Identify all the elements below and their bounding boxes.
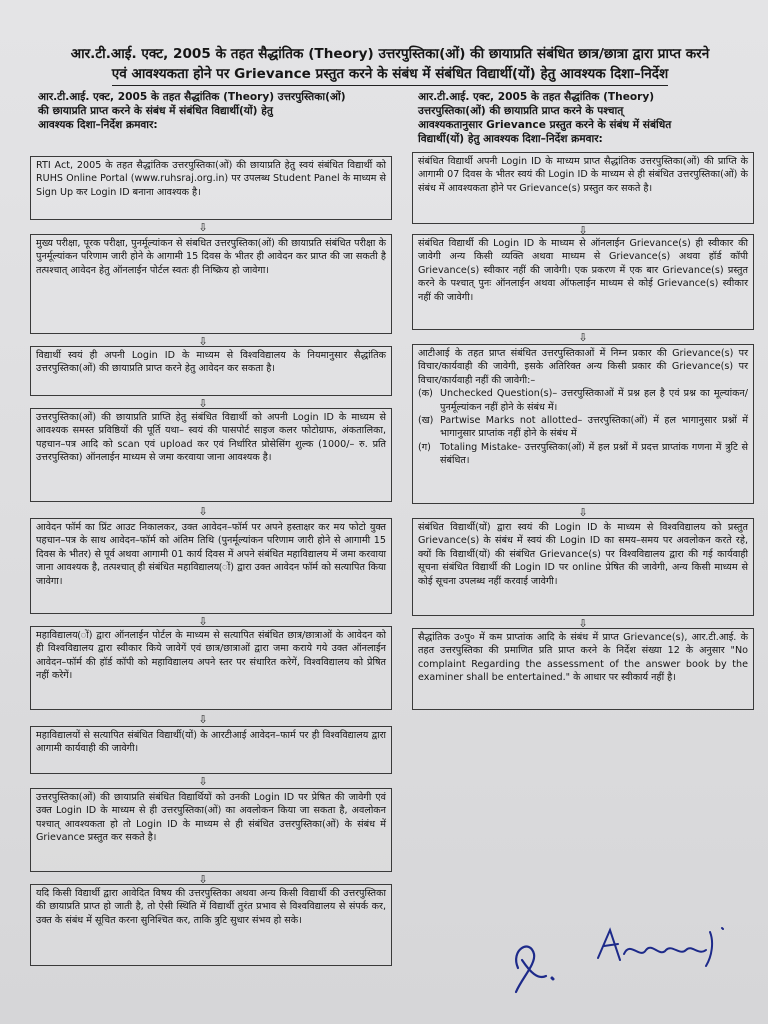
left-step-9: यदि किसी विद्यार्थी द्वारा आवेदित विषय की उत्तरपुस्तिका अथवा अन्य किसी विद्यार्थी की उत्तरपुस्तिका की छायाप्रति प्राप्त हो जाती है, तो ऐसी स्थिति में विद्यार्थी तुरंत प्रभाव से विश्वविद्यालय से संपर्क कर, उक्त के संबंध में सूचित करना सुनिश्चित कर, ताकि त्रुटि सुधार संभव हो सके। [30,884,392,966]
grievance-types-lead: आटीआई के तहत प्राप्त संबंधित उत्तरपुस्तिकाओं में निम्न प्रकार की Grievance(s) पर विचार/कार्यवाही की जावेगी, इसके अतिरिक्त अन्य किसी प्रकार की Grievance(s) पर विचार/कार्यवाही नहीं की जावेगी:– [418,348,748,386]
arrow-down-icon: ⇩ [578,331,588,344]
grievance-item-key: (ख) [418,415,434,427]
arrow-down-icon: ⇩ [578,224,588,237]
grievance-item [418,441,748,468]
right-step-3 [412,344,754,504]
document-title [30,44,750,86]
arrow-down-icon: ⇩ [578,506,588,519]
left-step-3: विद्यार्थी स्वयं ही अपनी Login ID के माध्यम से विश्वविद्यालय के नियमानुसार सैद्धांतिक उत्तरपुस्तिका(ओं) की छायाप्रति प्राप्त करने हेतु आवेदन कर सकता है। [30,346,392,396]
grievance-item [418,387,748,414]
left-step-6: महाविद्यालय(ों) द्वारा ऑनलाईन पोर्टल के माध्यम से सत्यापित संबंधित छात्र/छात्राओं के आवेदन को ही विश्वविद्यालय द्वारा स्वीकार किये जावेगें एवं छात्र/छात्राओं द्वारा जमा कराये गये उक्त ऑनलाईन आवेदन–फॉर्म की हॉर्ड कॉपी को महाविद्यालय अपने स्तर पर संधारित करेगें, विश्वविद्यालय को प्रेषित नहीं करेगें। [30,626,392,710]
arrow-down-icon: ⇩ [198,221,208,234]
arrow-down-icon: ⇩ [198,713,208,726]
arrow-down-icon: ⇩ [198,615,208,628]
grievance-item-text: Unchecked Question(s)– उत्तरपुस्तिकाओं में प्रश्न हल है एवं प्रश्न का मूल्यांकन/पुनर्मूल्यांकन नहीं होने के संबंध में। [440,388,748,413]
grievance-item-key: (क) [418,388,433,400]
left-step-1: RTI Act, 2005 के तहत सैद्धांतिक उत्तरपुस्तिका(ओं) की छायाप्रति हेतु स्वयं संबंधित विद्यार्थी को RUHS Online Portal (www.ruhsraj.org.in) पर उपलब्ध Student Panel के माध्यम से Sign Up कर Login ID बनाना आवश्यक है। [30,156,392,220]
right-step-5: सैद्धांतिक उ०पु० में कम प्राप्तांक आदि के संबंध में प्राप्त Grievance(s), आर.टी.आई. के तहत उत्तरपुस्तिका की प्रमाणित प्रति प्राप्त करने के निर्देश संख्या 12 के अनुसार "No complaint Regarding the assessment of the answer book by the examiner shall be entertained." के आधार पर स्वीकार्य नहीं है। [412,628,754,710]
grievance-item [418,414,748,441]
arrow-down-icon: ⇩ [198,397,208,410]
right-step-2: संबंधित विद्यार्थी की Login ID के माध्यम से ऑनलाईन Grievance(s) ही स्वीकार की जावेगी अन्य किसी व्यक्ति अथवा माध्यम से Grievance(s) अथवा हॉर्ड कॉपी Grievance(s) स्वीकार नहीं की जावेगी। एक प्रकरण में एक बार Grievance(s) प्रस्तुत करने के पश्चात् पुनः ऑनलाईन अथवा ऑफलाईन माध्यम से कोई Grievance(s) स्वीकार नहीं की जावेगी। [412,234,754,330]
left-intro: आर.टी.आई. एक्ट, 2005 के तहत सैद्धांतिक (Theory) उत्तरपुस्तिका(ओं) की छायाप्रति प्राप्त करने के संबंध में संबंधित विद्यार्थी(यों) हेतु आवश्यक दिशा–निर्देश क्रमवार: [38,91,346,131]
grievance-item-text: Partwise Marks not allotted– उत्तरपुस्तिका(ओं) में हल भागानुसार प्रश्नों में भागानुसार प्राप्तांक नहीं होने के संबंध में [440,415,748,440]
grievance-item-key: (ग) [418,441,431,453]
arrow-down-icon: ⇩ [578,617,588,630]
arrow-down-icon: ⇩ [198,873,208,886]
grievance-item-text: Totaling Mistake- उत्तरपुस्तिका(ओं) में हल प्रश्नों में प्रदत्त प्राप्तांक गणना में त्रुटि से संबंधित। [440,441,748,467]
arrow-down-icon: ⇩ [198,775,208,788]
signature-image [500,920,750,1010]
left-step-5: आवेदन फॉर्म का प्रिंट आउट निकालकर, उक्त आवेदन–फॉर्म पर अपने हस्ताक्षर कर मय फोटो युक्त पहचान–पत्र के साथ आवेदन–फॉर्म को अंतिम तिथि (पुनर्मूल्यांकन परिणाम जारी होने से आगामी 15 दिवस के भीतर) से पूर्व अथवा आगामी 01 कार्य दिवस में अपने संबंधित महाविद्यालय में जमा करवाया जाना आवश्यक है, तत्पश्चात् ही संबंधित महाविद्यालय(ों) द्वारा उक्त आवेदन फॉर्म को सत्यापित किया जावेगा। [30,518,392,614]
left-step-4: उत्तरपुस्तिका(ओं) की छायाप्रति प्राप्ति हेतु संबंधित विद्यार्थी को अपनी Login ID के माध्यम से आवश्यक समस्त प्रविष्ठियों की पूर्ति यथा– स्वयं की पासपोर्ट साइज कलर फोटोग्राफ, अंकतालिका, पहचान–पत्र आदि को scan एवं upload कर एवं निर्धारित प्रोसेसिंग शुल्क (1000/– रु. प्रति उत्तरपुस्तिका) ऑनलाईन माध्यम से जमा करवाया जाना आवश्यक है। [30,408,392,502]
left-step-2: मुख्य परीक्षा, पूरक परीक्षा, पुनर्मूल्यांकन से संबधित उत्तरपुस्तिका(ओं) की छायाप्रति संबंधित परीक्षा के पुनर्मूल्यांकन परिणाम जारी होने के आगामी 15 दिवस के भीतर ही आवेदन कर प्राप्त की जा सकती है तत्पश्चात् आवेदन हेतु ऑनलाईन पोर्टल स्वतः ही निष्क्रिय हो जावेगा। [30,234,392,334]
right-step-4: संबंधित विद्यार्थी(यों) द्वारा स्वयं की Login ID के माध्यम से विश्वविद्यालय को प्रस्तुत Grievance(s) के संबंध में स्वयं की Login ID का समय–समय पर अवलोकन करते रहे, क्यों कि विद्यार्थी(यों) की संबंधित Grievance(s) पर विश्वविद्यालय द्वारा की गई कार्यवाही सूचना संबंधित विद्यार्थी की Login ID पर online प्रेषित की जावेगी, अन्य किसी माध्यम से कोई सूचना उपलब्ध नहीं करवाई जावेगी। [412,518,754,616]
right-step-1: संबंधित विद्यार्थी अपनी Login ID के माध्यम प्राप्त सैद्धांतिक उत्तरपुस्तिका(ओं) की प्राप्ति के आगामी 07 दिवस के भीतर स्वयं की Login ID के माध्यम से ही संबंधित उत्तरपुस्तिका(ओं) के संबंध में आवश्यकता होने पर Grievance(s) प्रस्तुत कर सकते है। [412,152,754,224]
right-intro: आर.टी.आई. एक्ट, 2005 के तहत सैद्धांतिक (Theory) उत्तरपुस्तिका(ओं) की छायाप्रति प्राप्त करने के पश्चात् आवश्यकतानुसार Grievance प्रस्तुत करने के संबंध में संबंधित विद्यार्थी(यों) हेतु आवश्यक दिशा–निर्देश क्रमवार: [418,91,672,145]
left-step-7: महाविद्यालयों से सत्यापित संबंधित विद्यार्थी(यों) के आरटीआई आवेदन–फार्म पर ही विश्वविद्यालय द्वारा आगामी कार्यवाही की जावेगी। [30,726,392,774]
title-line-2: एवं आवश्यकता होने पर Grievance प्रस्तुत करने के संबंध में संबंधित विद्यार्थी(यों) हेतु आवश्यक दिशा–निर्देश [112,64,669,86]
arrow-down-icon: ⇩ [198,505,208,518]
title-line-1: आर.टी.आई. एक्ट, 2005 के तहत सैद्धांतिक (Theory) उत्तरपुस्तिका(ओं) की छायाप्रति संबंधित छात्र/छात्रा द्वारा प्राप्त करने [70,46,710,62]
left-step-8: उत्तरपुस्तिका(ओं) की छायाप्रति संबंधित विद्यार्थियों को उनकी Login ID पर प्रेषित की जावेगी एवं उक्त Login ID के माध्यम से ही उत्तरपुस्तिका(ओं) का अवलोकन किया जा सकता है, अवलोकन पश्चात् आवश्यकता हो तो Login ID के माध्यम से ही संबंधित उत्तरपुस्तिका(ओं) के संबंध में Grievance प्रस्तुत कर सकते है। [30,788,392,872]
arrow-down-icon: ⇩ [198,335,208,348]
